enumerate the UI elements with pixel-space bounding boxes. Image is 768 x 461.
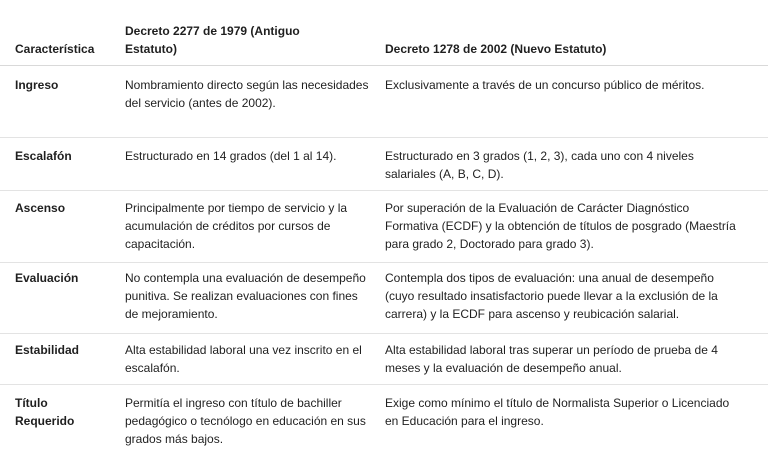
table-header-row bbox=[0, 0, 768, 66]
row-feature-estabilidad: Estabilidad bbox=[15, 343, 80, 357]
table-row bbox=[0, 263, 768, 334]
header-new-statute: Decreto 1278 de 2002 (Nuevo Estatuto) bbox=[385, 42, 607, 56]
table-row bbox=[0, 138, 768, 191]
row-new-titulo: Exige como mínimo el título de Normalista Superior o Licenciado en Educación para el ingreso. bbox=[385, 396, 730, 428]
row-feature-titulo: Título Requerido bbox=[15, 396, 75, 428]
row-new-escalafon: Estructurado en 3 grados (1, 2, 3), cada uno con 4 niveles salariales (A, B, C, D). bbox=[385, 149, 694, 181]
row-old-escalafon: Estructurado en 14 grados (del 1 al 14). bbox=[125, 149, 337, 163]
row-feature-ascenso: Ascenso bbox=[15, 201, 66, 215]
header-feature: Característica bbox=[15, 42, 95, 56]
table-row bbox=[0, 66, 768, 138]
row-feature-ingreso: Ingreso bbox=[15, 78, 59, 92]
table-row bbox=[0, 191, 768, 263]
row-old-ascenso: Principalmente por tiempo de servicio y la acumulación de créditos por cursos de capacitación. bbox=[125, 201, 348, 251]
header-old-statute: Decreto 2277 de 1979 (Antiguo Estatuto) bbox=[125, 24, 300, 56]
row-old-ingreso: Nombramiento directo según las necesidades del servicio (antes de 2002). bbox=[125, 78, 369, 110]
row-old-titulo: Permitía el ingreso con título de bachiller pedagógico o tecnólogo en educación en sus grados más bajos. bbox=[125, 396, 366, 446]
row-new-ascenso: Por superación de la Evaluación de Carácter Diagnóstico Formativa (ECDF) y la obtención de títulos de posgrado (Maestría para grado 2, Doctorado para grado 3). bbox=[385, 201, 736, 251]
row-feature-evaluacion: Evaluación bbox=[15, 271, 79, 285]
row-old-estabilidad: Alta estabilidad laboral una vez inscrito en el escalafón. bbox=[125, 343, 362, 375]
table-row bbox=[0, 334, 768, 385]
row-old-evaluacion: No contempla una evaluación de desempeño punitiva. Se realizan evaluaciones con fines de mejoramiento. bbox=[125, 271, 366, 321]
row-new-estabilidad: Alta estabilidad laboral tras superar un período de prueba de 4 meses y la evaluación de desempeño anual. bbox=[385, 343, 718, 375]
row-new-ingreso: Exclusivamente a través de un concurso público de méritos. bbox=[385, 78, 705, 92]
row-new-evaluacion: Contempla dos tipos de evaluación: una anual de desempeño (cuyo resultado insatisfactorio puede llevar a la exclusión de la carrera) y la ECDF para ascenso y reubicación salarial. bbox=[385, 271, 718, 321]
row-feature-escalafon: Escalafón bbox=[15, 149, 72, 163]
table-row bbox=[0, 385, 768, 461]
